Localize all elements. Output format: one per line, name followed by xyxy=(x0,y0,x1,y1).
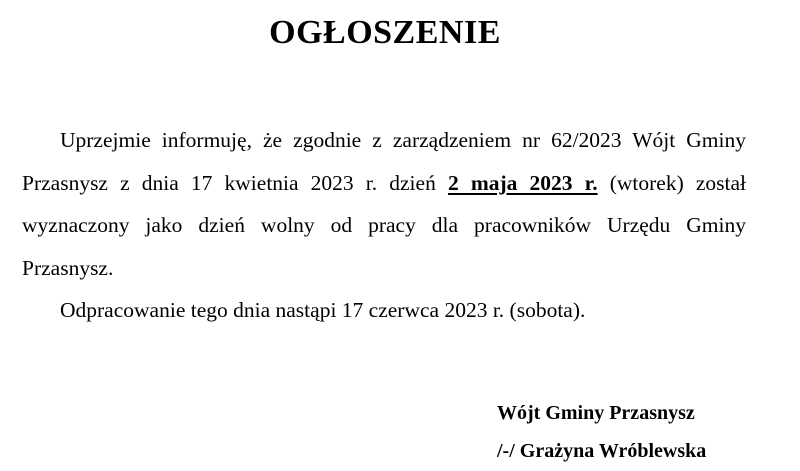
signature-name: /-/ Grażyna Wróblewska xyxy=(497,440,707,462)
signature-role: Wójt Gminy Przasnysz xyxy=(497,402,695,424)
paragraph-main xyxy=(22,119,746,289)
paragraph-main-start: Uprzejmie informuję, że zgodnie z zarządzeniem nr 62/2023 Wójt Gminy Przasnysz z dnia 17 kwietnia 2023 r. dzień xyxy=(22,128,746,195)
announcement-body xyxy=(22,119,746,332)
signature-block xyxy=(497,394,706,470)
paragraph-main-end: (wtorek) został wyznaczony jako dzień wolny od pracy dla pracowników Urzędu Gminy Przasnysz. xyxy=(22,170,747,280)
paragraph-makeup-day: Odpracowanie tego dnia nastąpi 17 czerwca 2023 r. (sobota). xyxy=(60,298,586,322)
page-title: OGŁOSZENIE xyxy=(269,14,501,51)
highlighted-date: 2 maja 2023 r. xyxy=(447,170,598,195)
